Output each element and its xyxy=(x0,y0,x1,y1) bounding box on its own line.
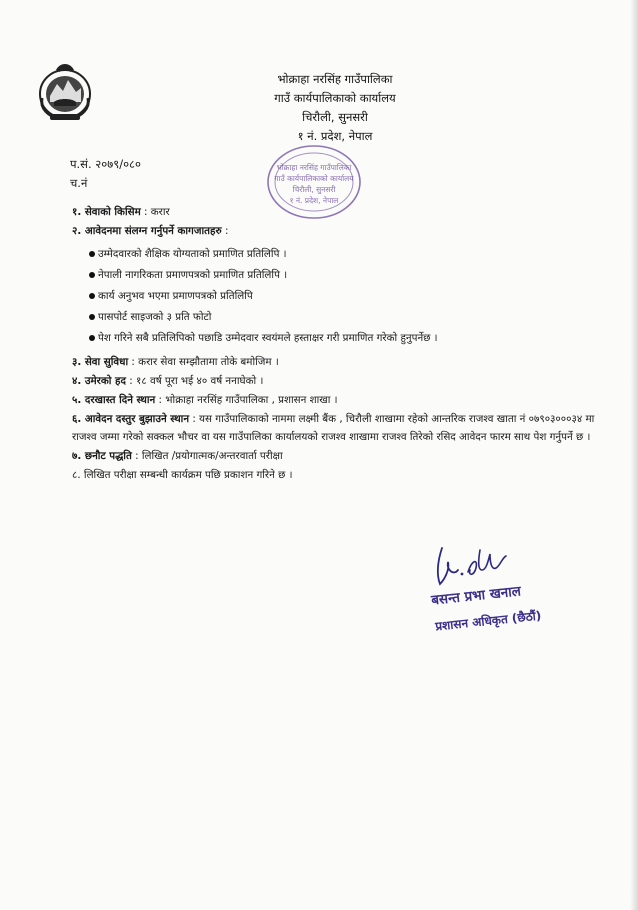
item-3-label: ३. सेवा सुविधा xyxy=(72,356,129,369)
list-item xyxy=(72,307,612,328)
heading-line-2: गाउँ कार्यपालिकाको कार्यालय xyxy=(274,91,396,105)
item-service-type xyxy=(72,203,612,222)
item-5-value: : भोक्राहा नरसिंह गाउँपालिका , प्रशासन शाखा । xyxy=(155,393,338,406)
bullet-icon xyxy=(89,251,95,257)
item-documents xyxy=(72,222,612,241)
page-edge-shadow xyxy=(630,0,638,910)
item-1-value: : करार xyxy=(140,206,170,218)
item-6-value: : यस गाउँपालिकाको नाममा लक्ष्मी बैंक , चिरौली शाखामा रहेको आन्तरिक राजश्व खाता नं ०७९०३०००३४ मा राजश्व जम्मा गरेको सक्कल भौचर वा यस गाउँपालिका कार्यालयको राजश्व शाखामा राजश्व तिरेको रसिद आवेदन फारम साथ पेश गर्नुपर्ने छ । xyxy=(72,412,595,444)
item-2-label: २. आवेदनमा संलग्न गर्नुपर्ने कागजातहरु xyxy=(72,224,222,237)
list-item-text: नेपाली नागरिकता प्रमाणपत्रको प्रमाणित प्रतिलिपि । xyxy=(98,269,288,282)
office-heading xyxy=(205,70,465,146)
bullet-icon xyxy=(89,335,95,341)
list-item xyxy=(72,328,612,349)
item-selection-method xyxy=(72,447,612,466)
item-application-place xyxy=(72,391,612,410)
stamp-line-1: भोक्राहा नरसिंह गाउँपालिका xyxy=(276,163,352,172)
documents-list xyxy=(72,244,612,349)
list-item xyxy=(72,244,612,265)
item-6-label: ६. आवेदन दस्तुर बुझाउने स्थान xyxy=(72,412,190,425)
item-5-label: ५. दरखास्त दिने स्थान xyxy=(72,393,156,406)
chalani-number: च.नं xyxy=(70,176,88,190)
bullet-icon xyxy=(89,314,95,320)
patra-sankhya: प.सं. २०७९/०८० xyxy=(70,157,142,171)
item-4-label: ४. उमेरको हद xyxy=(72,375,126,388)
heading-line-3: चिरौली, सुनसरी xyxy=(302,110,368,124)
item-1-label: १. सेवाको किसिम xyxy=(72,206,141,218)
item-facilities xyxy=(72,353,612,372)
stamp-line-3: चिरौली, सुनसरी xyxy=(292,185,336,194)
item-4-value: : १८ वर्ष पूरा भई ४० वर्ष ननाघेको । xyxy=(125,375,264,388)
bullet-icon xyxy=(89,272,95,278)
stamp-line-2: गाउँ कार्यपालिकाको कार्यालय xyxy=(274,174,354,183)
list-item-text: पेश गरिने सबै प्रतिलिपिको पछाडि उम्मेदवार स्वयंमले हस्ताक्षर गरी प्रमाणित गरेको हुनुपर्नेछ । xyxy=(98,332,438,345)
item-7-label: ७. छनौट पद्धति xyxy=(72,449,132,462)
item-age-limit xyxy=(72,372,612,391)
list-item-text: पासपोर्ट साइजको ३ प्रति फोटो xyxy=(98,311,212,324)
item-exam-schedule: ८. लिखित परीक्षा सम्बन्धी कार्यक्रम पछि प्रकाशन गरिने छ । xyxy=(72,468,293,481)
notice-body xyxy=(72,203,612,484)
item-7-value: : लिखित /प्रयोगात्मक/अन्तरवार्ता परीक्षा xyxy=(131,449,283,462)
nepal-emblem-icon xyxy=(36,58,94,122)
signatory-name: बसन्त प्रभा खनाल xyxy=(430,583,522,609)
reference-block xyxy=(70,155,141,193)
list-item-text: उम्मेदवारको शैक्षिक योग्यताको प्रमाणित प्रतिलिपि । xyxy=(98,248,287,261)
bullet-icon xyxy=(89,293,95,299)
list-item-text: कार्य अनुभव भएमा प्रमाणपत्रको प्रतिलिपि xyxy=(98,290,253,303)
stamp-line-4: १ नं. प्रदेश, नेपाल xyxy=(289,196,339,205)
item-fee-payment xyxy=(72,410,612,447)
item-3-value: : करार सेवा सम्झौतामा तोके बमोजिम । xyxy=(128,356,279,369)
heading-line-1: भोक्राहा नरसिंह गाउँपालिका xyxy=(277,72,393,86)
item-2-value: : xyxy=(221,224,229,237)
list-item xyxy=(72,286,612,307)
signatory-title: प्रशासन अधिकृत (छैठौं) xyxy=(434,608,542,634)
list-item xyxy=(72,265,612,286)
heading-line-4: १ नं. प्रदेश, नेपाल xyxy=(297,129,373,143)
